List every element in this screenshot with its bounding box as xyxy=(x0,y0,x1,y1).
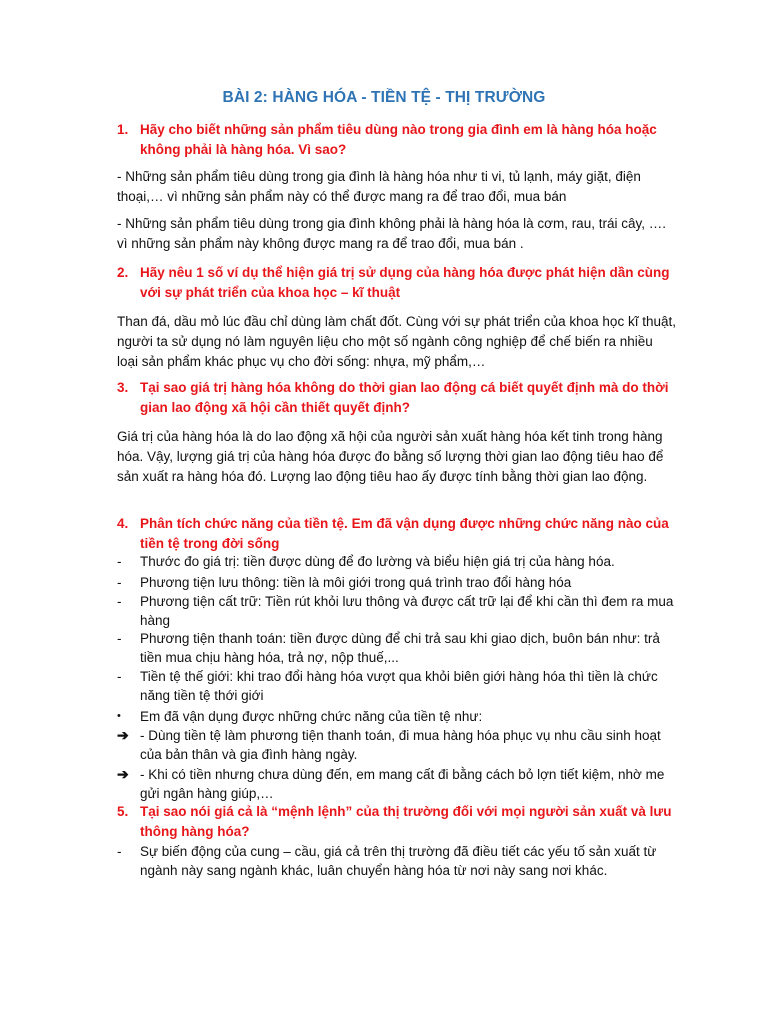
arrow-right-icon: ➔ xyxy=(117,727,129,743)
list-item xyxy=(117,842,677,880)
dash-marker: - xyxy=(117,575,122,590)
question-number: 2. xyxy=(117,265,129,280)
arrow-item-text: - Dùng tiền tệ làm phương tiện thanh toán, đi mua hàng hóa phục vụ nhu cầu sinh hoạt của bản thân và gia đình hàng ngày. xyxy=(140,728,661,762)
bullet-text: Em đã vận dụng được những chức năng của tiền tệ như: xyxy=(140,709,483,724)
dash-marker: - xyxy=(117,594,122,609)
question-number: 1. xyxy=(117,122,129,137)
question-number: 4. xyxy=(117,516,129,531)
question-text: Phân tích chức năng của tiền tệ. Em đã vận dụng được những chức năng nào của tiền tệ trong đời sống xyxy=(140,516,669,551)
question-text: Tại sao giá trị hàng hóa không do thời gian lao động cá biết quyết định mà do thời gian lao động xã hội cần thiết quyết định? xyxy=(140,380,669,415)
question-1 xyxy=(117,120,677,160)
arrow-item-text: - Khi có tiền nhưng chưa dùng đến, em mang cất đi bằng cách bỏ lợn tiết kiệm, nhờ me gửi ngân hàng giúp,… xyxy=(140,767,665,801)
list-item xyxy=(117,667,677,705)
question-number: 3. xyxy=(117,380,129,395)
list-item xyxy=(117,552,677,571)
page-title: BÀI 2: HÀNG HÓA - TIỀN TỆ - THỊ TRƯỜNG xyxy=(222,89,546,106)
dash-marker: - xyxy=(117,669,122,684)
question-number: 5. xyxy=(117,804,129,819)
answer-paragraph: Giá trị của hàng hóa là do lao động xã hội của người sản xuất hàng hóa kết tinh trong hàng hóa. Vậy, lượng giá trị của hàng hóa được đo bằng số lượng thời gian lao động tiêu hao để sản xuất ra hàng hóa đó. Lượng lao động tiêu hao ấy được tính bằng thời gian lao động. xyxy=(117,429,664,484)
question-text: Hãy nêu 1 số ví dụ thể hiện giá trị sử dụng của hàng hóa được phát hiện dần cùng với sự phát triển của khoa học – kĩ thuật xyxy=(140,265,670,300)
list-item-text: Phương tiện lưu thông: tiền là môi giới trong quá trình trao đổi hàng hóa xyxy=(140,575,572,590)
answer-paragraph: - Những sản phẩm tiêu dùng trong gia đình không phải là hàng hóa là cơm, rau, trái cây, …. vì những sản phẩm này không được mang ra để trao đổi, mua bán . xyxy=(117,216,666,251)
question-text: Hãy cho biết những sản phẩm tiêu dùng nào trong gia đình em là hàng hóa hoặc không phải là hàng hóa. Vì sao? xyxy=(140,122,657,157)
list-item-text: Thước đo giá trị: tiền được dùng để đo lường và biểu hiện giá trị của hàng hóa. xyxy=(140,554,615,569)
arrow-item xyxy=(117,765,677,803)
answer-paragraph: Than đá, dầu mỏ lúc đầu chỉ dùng làm chất đốt. Cùng với sự phát triển của khoa học kĩ thuật, người ta sử dụng nó làm nguyên liệu cho một số ngành công nghiệp để chế biến ra nhiều loại sản phẩm khác phục vụ cho đời sống: nhựa, mỹ phẩm,… xyxy=(117,314,676,369)
question-4 xyxy=(117,514,677,554)
list-item-text: Sự biến động của cung – cầu, giá cả trên thị trường đã điều tiết các yếu tố sản xuất từ ngành này sang ngành khác, luân chuyển hàng hóa từ nơi này sang nơi khác. xyxy=(140,844,657,878)
arrow-item xyxy=(117,726,677,764)
dash-marker: - xyxy=(117,554,122,569)
bullet-marker: • xyxy=(117,710,121,722)
bullet-item xyxy=(117,707,677,726)
list-item-text: Phương tiện cất trữ: Tiền rút khỏi lưu thông và được cất trữ lại để khi cần thì đem ra mua hàng xyxy=(140,594,674,628)
question-text: Tại sao nói giá cả là “mệnh lệnh” của thị trường đối với mọi người sản xuất và lưu thông hàng hóa? xyxy=(140,804,672,839)
dash-marker: - xyxy=(117,844,122,859)
arrow-right-icon: ➔ xyxy=(117,766,129,782)
list-item xyxy=(117,592,677,630)
dash-marker: - xyxy=(117,631,122,646)
question-2 xyxy=(117,263,677,303)
list-item xyxy=(117,573,677,592)
answer-paragraph: - Những sản phẩm tiêu dùng trong gia đình là hàng hóa như ti vi, tủ lạnh, máy giặt, điện thoại,… vì những sản phẩm này có thể được mang ra để trao đổi, mua bán xyxy=(117,169,641,204)
question-3 xyxy=(117,378,677,418)
question-5 xyxy=(117,802,677,842)
list-item xyxy=(117,629,677,667)
list-item-text: Tiền tệ thế giới: khi trao đổi hàng hóa vượt qua khỏi biên giới hàng hóa thì tiền là chức năng tiền tệ thới giới xyxy=(140,669,658,703)
list-item-text: Phương tiện thanh toán: tiền được dùng để chi trả sau khi giao dịch, buôn bán như: trả tiền mua chịu hàng hóa, trả nợ, nộp thuế,... xyxy=(140,631,660,665)
